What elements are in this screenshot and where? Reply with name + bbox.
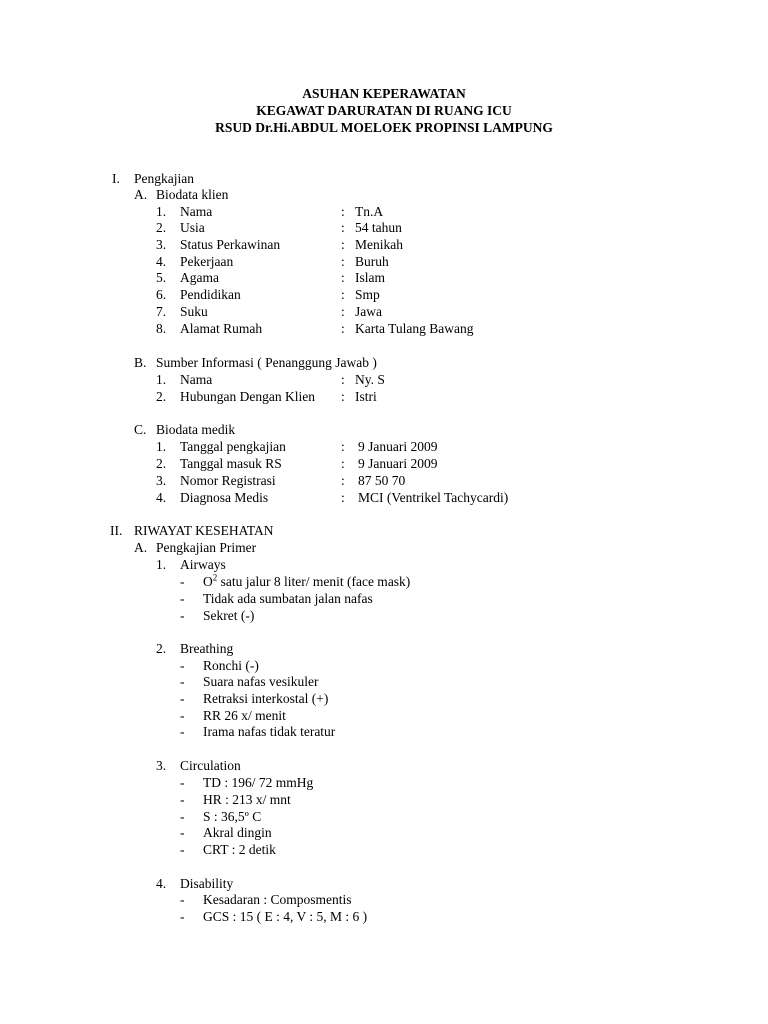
row-number: 5. — [156, 270, 167, 285]
list-item: Suara nafas vesikuler — [203, 674, 319, 689]
group-title: Breathing — [180, 641, 234, 656]
list-item: Irama nafas tidak teratur — [203, 724, 336, 739]
row-value: 87 50 70 — [358, 473, 406, 488]
section-title: RIWAYAT KESEHATAN — [134, 523, 274, 538]
row-separator: : — [341, 473, 345, 488]
row-separator: : — [341, 439, 345, 454]
list-bullet: - — [180, 792, 185, 807]
row-label: Alamat Rumah — [180, 321, 263, 336]
subsection-title: Pengkajian Primer — [156, 540, 257, 555]
doc-title-line-1: ASUHAN KEPERAWATAN — [302, 86, 466, 101]
subsection-title: Biodata klien — [156, 187, 229, 202]
row-separator: : — [341, 304, 345, 319]
row-separator: : — [341, 287, 345, 302]
row-label: Diagnosa Medis — [180, 490, 269, 505]
row-separator: : — [341, 389, 345, 404]
row-number: 8. — [156, 321, 167, 336]
row-number: 1. — [156, 204, 167, 219]
row-number: 1. — [156, 439, 167, 454]
list-item: HR : 213 x/ mnt — [203, 792, 291, 807]
subsection-letter: A. — [134, 540, 148, 555]
subsection-letter: C. — [134, 422, 147, 437]
row-number: 3. — [156, 473, 167, 488]
row-value: Smp — [355, 287, 380, 302]
row-separator: : — [341, 270, 345, 285]
row-number: 2. — [156, 389, 167, 404]
list-item: Sekret (-) — [203, 608, 255, 623]
section-number: I. — [112, 171, 120, 186]
list-item: Kesadaran : Composmentis — [203, 892, 352, 907]
group-number: 2. — [156, 641, 167, 656]
list-bullet: - — [180, 674, 185, 689]
row-label: Hubungan Dengan Klien — [180, 389, 315, 404]
row-label: Pendidikan — [180, 287, 241, 302]
list-item: S : 36,5º C — [203, 809, 262, 824]
row-value: Tn.A — [355, 204, 384, 219]
row-label: Nama — [180, 372, 213, 387]
list-bullet: - — [180, 724, 185, 739]
doc-title-line-3: RSUD Dr.Hi.ABDUL MOELOEK PROPINSI LAMPUNG — [215, 120, 553, 135]
row-separator: : — [341, 456, 345, 471]
row-number: 7. — [156, 304, 167, 319]
row-number: 2. — [156, 456, 167, 471]
row-value: Buruh — [355, 254, 389, 269]
row-number: 3. — [156, 237, 167, 252]
list-item: Tidak ada sumbatan jalan nafas — [203, 591, 373, 606]
list-bullet: - — [180, 809, 185, 824]
row-separator: : — [341, 321, 345, 336]
group-title: Airways — [180, 557, 226, 572]
list-bullet: - — [180, 591, 185, 606]
list-item: CRT : 2 detik — [203, 842, 276, 857]
row-value: 9 Januari 2009 — [358, 456, 438, 471]
list-item: Ronchi (-) — [203, 658, 259, 673]
row-label: Usia — [180, 220, 205, 235]
list-bullet: - — [180, 909, 185, 924]
list-item: RR 26 x/ menit — [203, 708, 286, 723]
list-bullet: - — [180, 775, 185, 790]
row-separator: : — [341, 237, 345, 252]
row-label: Nama — [180, 204, 213, 219]
row-number: 1. — [156, 372, 167, 387]
row-label: Suku — [180, 304, 208, 319]
row-value: Ny. S — [355, 372, 385, 387]
row-label: Nomor Registrasi — [180, 473, 276, 488]
row-separator: : — [341, 220, 345, 235]
row-value: 9 Januari 2009 — [358, 439, 438, 454]
subsection-letter: B. — [134, 355, 147, 370]
subsection-letter: A. — [134, 187, 148, 202]
row-value: 54 tahun — [355, 220, 402, 235]
list-item: GCS : 15 ( E : 4, V : 5, M : 6 ) — [203, 909, 368, 924]
doc-title-line-2: KEGAWAT DARURATAN DI RUANG ICU — [256, 103, 512, 118]
row-value: Islam — [355, 270, 385, 285]
row-number: 4. — [156, 254, 167, 269]
subsection-title: Sumber Informasi ( Penanggung Jawab ) — [156, 355, 377, 370]
list-item: Retraksi interkostal (+) — [203, 691, 329, 706]
subsection-title: Biodata medik — [156, 422, 236, 437]
group-number: 4. — [156, 876, 167, 891]
list-bullet: - — [180, 825, 185, 840]
row-separator: : — [341, 254, 345, 269]
row-value: Menikah — [355, 237, 403, 252]
row-label: Pekerjaan — [180, 254, 234, 269]
row-value: Istri — [355, 389, 377, 404]
list-bullet: - — [180, 892, 185, 907]
group-title: Circulation — [180, 758, 241, 773]
row-separator: : — [341, 204, 345, 219]
row-label: Tanggal pengkajian — [180, 439, 286, 454]
group-number: 3. — [156, 758, 167, 773]
section-title: Pengkajian — [134, 171, 194, 186]
row-separator: : — [341, 372, 345, 387]
row-number: 2. — [156, 220, 167, 235]
row-value: Karta Tulang Bawang — [355, 321, 474, 336]
list-bullet: - — [180, 608, 185, 623]
list-item: Akral dingin — [203, 825, 272, 840]
row-value: Jawa — [355, 304, 382, 319]
list-bullet: - — [180, 708, 185, 723]
row-value: MCI (Ventrikel Tachycardi) — [358, 490, 509, 505]
group-title: Disability — [180, 876, 234, 891]
list-bullet: - — [180, 658, 185, 673]
section-number: II. — [110, 523, 123, 538]
row-number: 4. — [156, 490, 167, 505]
list-bullet: - — [180, 691, 185, 706]
group-number: 1. — [156, 557, 167, 572]
list-bullet: - — [180, 574, 185, 589]
list-item: $O^2$ satu jalur 8 liter/ menit (face mask) — [203, 572, 411, 589]
row-label: Tanggal masuk RS — [180, 456, 282, 471]
row-separator: : — [341, 490, 345, 505]
row-number: 6. — [156, 287, 167, 302]
list-item: TD : 196/ 72 mmHg — [203, 775, 314, 790]
list-bullet: - — [180, 842, 185, 857]
row-label: Agama — [180, 270, 219, 285]
row-label: Status Perkawinan — [180, 237, 281, 252]
